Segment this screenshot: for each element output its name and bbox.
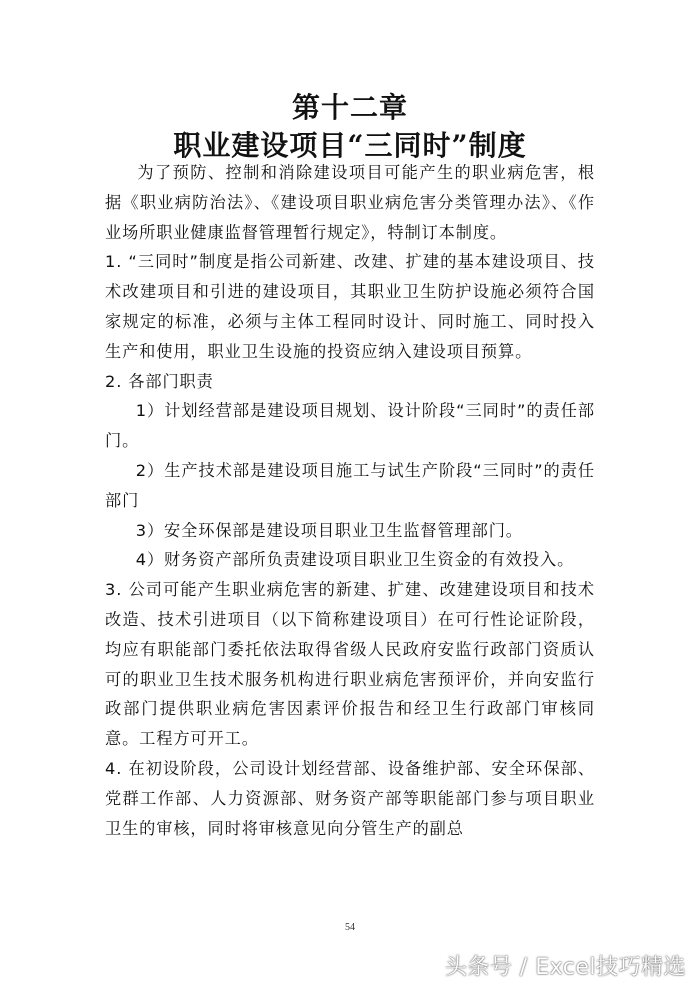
intro-paragraph: 为了预防、控制和消除建设项目可能产生的职业病危害，根据《职业病防治法》、《建设项目职业病危害分类管理办法》、《作业场所职业健康监督管理暂行规定》，特制订本制度。 [105, 163, 595, 242]
page-number: 54 [345, 922, 355, 933]
clause-2-item-3: 3）安全环保部是建设项目职业卫生监督管理部门。 [135, 520, 523, 540]
clause-2-item-4: 4）财务资产部所负责建设项目职业卫生资金的有效投入。 [135, 550, 575, 570]
chapter-number: 第十二章 [291, 91, 408, 124]
clause-2-heading: 2. 各部门职责 [105, 371, 214, 391]
chapter-title: 职业建设项目“三同时”制度 [173, 129, 527, 162]
document-body [105, 158, 595, 843]
clause-2-item-1: 1）计划经营部是建设项目规划、设计阶段“三同时”的责任部门。 [105, 401, 595, 451]
watermark-text: 头条号 / Excel技巧精选 [444, 955, 686, 980]
clause-1: 1. “三同时”制度是指公司新建、改建、扩建的基本建设项目、技术改建项目和引进的建设项目，其职业卫生防护设施必须符合国家规定的标准，必须与主体工程同时设计、同时施工、同时投入生产和使用，职业卫生设施的投资应纳入建设项目预算。 [105, 252, 595, 361]
clause-4: 4. 在初设阶段，公司设计划经营部、设备维护部、安全环保部、党群工作部、人力资源部、财务资产部等职能部门参与项目职业卫生的审核，同时将审核意见向分管生产的副总 [105, 758, 595, 838]
clause-3: 3. 公司可能产生职业病危害的新建、扩建、改建建设项目和技术改造、技术引进项目（以下简称建设项目）在可行性论证阶段，均应有职能部门委托依法取得省级人民政府安监行政部门资质认可的职业卫生技术服务机构进行职业病危害预评价，并向安监行政部门提供职业病危害因素评价报告和经卫生行政部门审核同意。工程方可开工。 [105, 580, 595, 749]
clause-2-item-2: 2）生产技术部是建设项目施工与试生产阶段“三同时”的责任部门 [105, 460, 595, 510]
